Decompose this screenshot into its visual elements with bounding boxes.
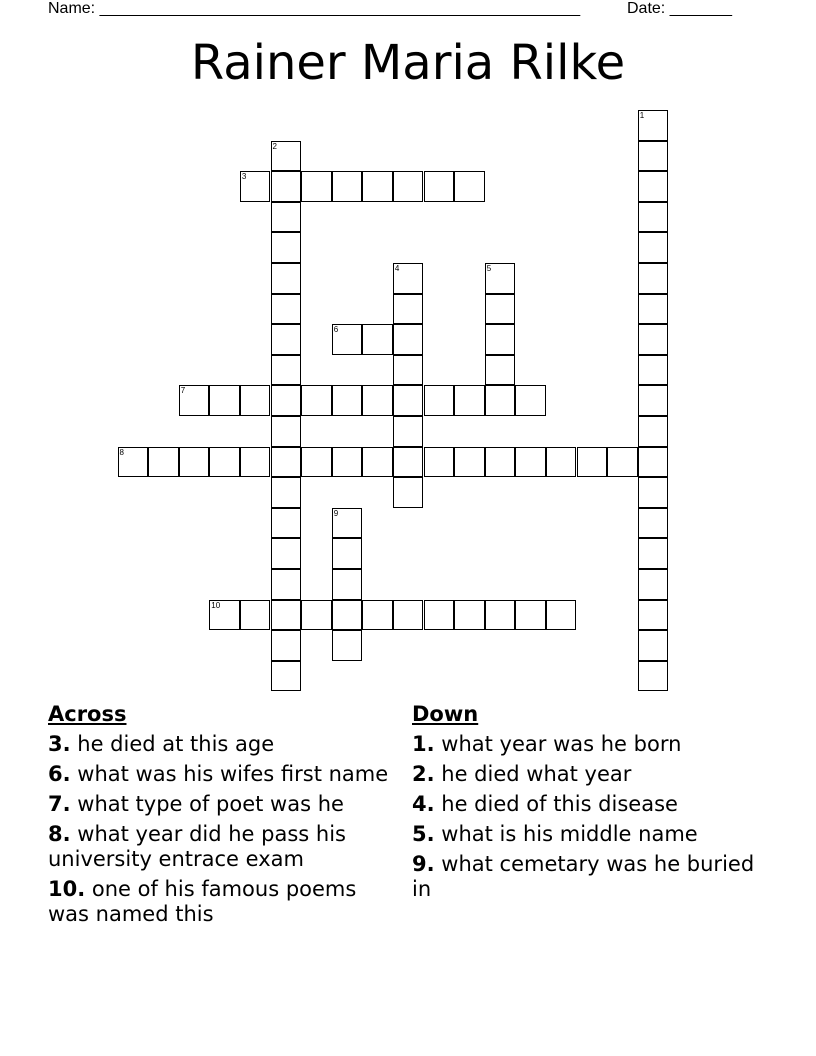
cell-number: 3 bbox=[241, 172, 247, 182]
clue-number: 8. bbox=[48, 822, 71, 846]
grid-cell[interactable] bbox=[577, 447, 608, 478]
grid-cell[interactable] bbox=[638, 508, 669, 539]
grid-cell[interactable] bbox=[424, 600, 455, 631]
across-clue-3 bbox=[48, 732, 393, 757]
grid-cell[interactable] bbox=[424, 447, 455, 478]
grid-cell[interactable] bbox=[271, 263, 302, 294]
clue-text: what year did he pass his university entrace exam bbox=[48, 822, 346, 871]
grid-cell[interactable] bbox=[638, 538, 669, 569]
grid-cell[interactable] bbox=[393, 324, 424, 355]
across-clue-8 bbox=[48, 822, 393, 872]
clue-text: he died at this age bbox=[77, 732, 275, 756]
grid-cell[interactable] bbox=[638, 447, 669, 478]
grid-cell[interactable] bbox=[271, 508, 302, 539]
grid-cell[interactable] bbox=[638, 569, 669, 600]
cell-number: 1 bbox=[639, 111, 645, 120]
grid-cell[interactable] bbox=[240, 447, 271, 478]
grid-cell[interactable] bbox=[332, 508, 363, 539]
grid-cell[interactable] bbox=[638, 600, 669, 631]
grid-cell[interactable] bbox=[240, 171, 271, 202]
grid-cell[interactable] bbox=[638, 294, 669, 325]
grid-cell[interactable] bbox=[638, 141, 669, 172]
down-clue-9 bbox=[412, 852, 772, 902]
down-clues bbox=[412, 702, 772, 907]
grid-cell[interactable] bbox=[638, 324, 669, 355]
grid-cell[interactable] bbox=[271, 630, 302, 661]
grid-cell[interactable] bbox=[209, 447, 240, 478]
cell-number: 4 bbox=[394, 264, 400, 273]
grid-cell[interactable] bbox=[638, 110, 669, 141]
grid-cell[interactable] bbox=[607, 447, 638, 478]
grid-cell[interactable] bbox=[638, 416, 669, 447]
grid-cell[interactable] bbox=[638, 202, 669, 233]
grid-cell[interactable] bbox=[638, 263, 669, 294]
down-clue-2 bbox=[412, 762, 772, 787]
grid-cell[interactable] bbox=[271, 294, 302, 325]
grid-cell[interactable] bbox=[638, 171, 669, 202]
grid-cell[interactable] bbox=[485, 324, 516, 355]
grid-cell[interactable] bbox=[546, 447, 577, 478]
clue-text: what year was he born bbox=[441, 732, 682, 756]
across-clue-6 bbox=[48, 762, 393, 787]
grid-cell[interactable] bbox=[393, 447, 424, 478]
clue-number: 10. bbox=[48, 877, 86, 901]
cell-number: 6 bbox=[333, 325, 339, 335]
clue-text: what cemetary was he buried in bbox=[412, 852, 755, 901]
puzzle-title: Rainer Maria Rilke bbox=[190, 35, 626, 91]
clue-text: what was his wifes first name bbox=[77, 762, 389, 786]
grid-cell[interactable] bbox=[332, 171, 363, 202]
grid-cell[interactable] bbox=[179, 447, 210, 478]
grid-cell[interactable] bbox=[271, 141, 302, 172]
name-field-label: Name: ______________________________________________________ bbox=[48, 0, 581, 17]
clue-number: 5. bbox=[412, 822, 435, 846]
grid-cell[interactable] bbox=[271, 416, 302, 447]
grid-cell[interactable] bbox=[301, 447, 332, 478]
grid-cell[interactable] bbox=[271, 569, 302, 600]
grid-cell[interactable] bbox=[118, 447, 149, 478]
grid-cell[interactable] bbox=[332, 324, 363, 355]
grid-cell[interactable] bbox=[271, 232, 302, 263]
grid-cell[interactable] bbox=[271, 477, 302, 508]
clue-text: he died what year bbox=[441, 762, 632, 786]
grid-cell[interactable] bbox=[240, 385, 271, 416]
across-clue-10 bbox=[48, 877, 393, 927]
grid-cell[interactable] bbox=[362, 171, 393, 202]
grid-cell[interactable] bbox=[546, 600, 577, 631]
grid-cell[interactable] bbox=[362, 324, 393, 355]
grid-cell[interactable] bbox=[454, 447, 485, 478]
grid-cell[interactable] bbox=[209, 600, 240, 631]
clue-number: 3. bbox=[48, 732, 71, 756]
grid-cell[interactable] bbox=[240, 600, 271, 631]
grid-cell[interactable] bbox=[393, 600, 424, 631]
grid-cell[interactable] bbox=[454, 600, 485, 631]
grid-cell[interactable] bbox=[362, 447, 393, 478]
clue-text: one of his famous poems was named this bbox=[48, 877, 357, 926]
grid-cell[interactable] bbox=[271, 538, 302, 569]
grid-cell[interactable] bbox=[485, 355, 516, 386]
across-heading: Across bbox=[48, 702, 127, 726]
grid-cell[interactable] bbox=[362, 385, 393, 416]
down-heading: Down bbox=[412, 702, 479, 726]
grid-cell[interactable] bbox=[362, 600, 393, 631]
grid-cell[interactable] bbox=[332, 600, 363, 631]
grid-cell[interactable] bbox=[638, 355, 669, 386]
across-clues bbox=[48, 702, 393, 932]
grid-cell[interactable] bbox=[271, 171, 302, 202]
grid-cell[interactable] bbox=[209, 385, 240, 416]
grid-cell[interactable] bbox=[638, 477, 669, 508]
grid-cell[interactable] bbox=[393, 294, 424, 325]
grid-cell[interactable] bbox=[332, 385, 363, 416]
grid-cell[interactable] bbox=[485, 263, 516, 294]
grid-cell[interactable] bbox=[393, 263, 424, 294]
grid-cell[interactable] bbox=[271, 324, 302, 355]
cell-number: 5 bbox=[486, 264, 492, 273]
grid-cell[interactable] bbox=[301, 385, 332, 416]
grid-cell[interactable] bbox=[485, 447, 516, 478]
grid-cell[interactable] bbox=[271, 661, 302, 692]
grid-cell[interactable] bbox=[638, 661, 669, 692]
clue-number: 2. bbox=[412, 762, 435, 786]
clue-text: what type of poet was he bbox=[77, 792, 344, 816]
grid-cell[interactable] bbox=[393, 355, 424, 386]
grid-cell[interactable] bbox=[424, 385, 455, 416]
grid-cell[interactable] bbox=[638, 385, 669, 416]
cell-number: 9 bbox=[333, 508, 339, 518]
cell-number: 7 bbox=[180, 386, 186, 396]
grid-cell[interactable] bbox=[271, 202, 302, 233]
cell-number: 8 bbox=[119, 447, 124, 457]
grid-cell[interactable] bbox=[332, 447, 363, 478]
grid-cell[interactable] bbox=[638, 232, 669, 263]
cell-number: 10 bbox=[211, 600, 221, 610]
grid-cell[interactable] bbox=[515, 600, 546, 631]
grid-cell[interactable] bbox=[454, 171, 485, 202]
grid-cell[interactable] bbox=[332, 569, 363, 600]
grid-cell[interactable] bbox=[485, 600, 516, 631]
grid-cell[interactable] bbox=[148, 447, 179, 478]
grid-cell[interactable] bbox=[485, 294, 516, 325]
grid-cell[interactable] bbox=[271, 447, 302, 478]
across-clue-7 bbox=[48, 792, 393, 817]
grid-cell[interactable] bbox=[638, 630, 669, 661]
grid-cell[interactable] bbox=[332, 538, 363, 569]
grid-cell[interactable] bbox=[179, 385, 210, 416]
grid-cell[interactable] bbox=[393, 385, 424, 416]
down-clue-1 bbox=[412, 732, 772, 757]
down-clue-4 bbox=[412, 792, 772, 817]
clue-number: 9. bbox=[412, 852, 435, 876]
grid-cell[interactable] bbox=[515, 385, 546, 416]
grid-cell[interactable] bbox=[301, 171, 332, 202]
clue-number: 6. bbox=[48, 762, 71, 786]
clue-number: 7. bbox=[48, 792, 71, 816]
grid-cell[interactable] bbox=[515, 447, 546, 478]
grid-cell[interactable] bbox=[393, 416, 424, 447]
grid-cell[interactable] bbox=[332, 630, 363, 661]
clue-text: he died of this disease bbox=[441, 792, 678, 816]
grid-cell[interactable] bbox=[393, 477, 424, 508]
clue-number: 4. bbox=[412, 792, 435, 816]
grid-cell[interactable] bbox=[271, 385, 302, 416]
grid-cell[interactable] bbox=[271, 355, 302, 386]
grid-cell[interactable] bbox=[271, 600, 302, 631]
grid-cell[interactable] bbox=[393, 171, 424, 202]
date-field-label: Date: _______ bbox=[627, 0, 732, 17]
grid-cell[interactable] bbox=[454, 385, 485, 416]
grid-cell[interactable] bbox=[301, 600, 332, 631]
grid-cell[interactable] bbox=[424, 171, 455, 202]
clue-text: what is his middle name bbox=[441, 822, 698, 846]
grid-cell[interactable] bbox=[485, 385, 516, 416]
clue-number: 1. bbox=[412, 732, 435, 756]
cell-number: 2 bbox=[272, 141, 277, 151]
down-clue-5 bbox=[412, 822, 772, 847]
